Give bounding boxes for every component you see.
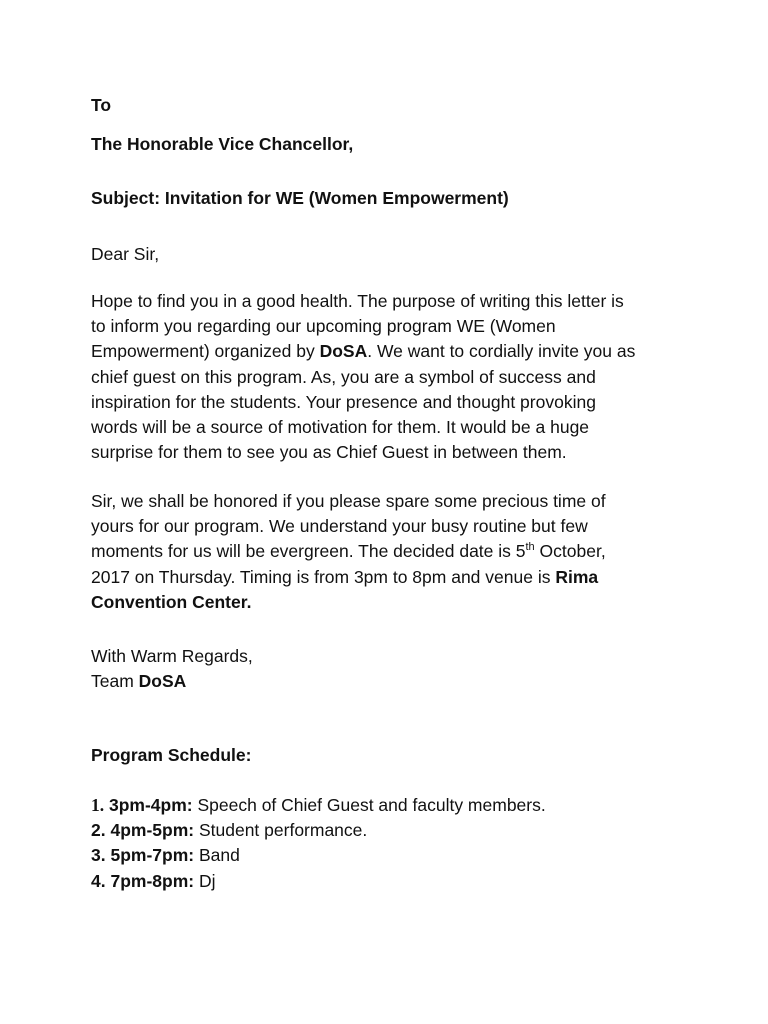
paragraph-line — [91, 539, 691, 564]
organizer-name: DoSA — [319, 341, 368, 362]
paragraph-line: Convention Center. — [91, 591, 252, 612]
paragraph-line — [91, 565, 691, 590]
letter-closing: With Warm Regards, — [91, 646, 253, 666]
paragraph-line: words will be a source of motivation for them. It would be a huge — [91, 417, 590, 438]
text-run: moments for us will be evergreen. The decided date is 5 — [91, 541, 526, 562]
text-run: Empowerment) organized by — [91, 341, 320, 362]
schedule-time: 5pm-7pm: — [110, 845, 195, 866]
schedule-description: Speech of Chief Guest and faculty members. — [192, 795, 546, 815]
letter-paragraph-1 — [91, 289, 691, 465]
schedule-description: Band — [194, 845, 240, 866]
paragraph-line — [91, 339, 691, 364]
ordinal-suffix: th — [525, 540, 535, 553]
schedule-heading: Program Schedule: — [91, 745, 252, 765]
paragraph-line: surprise for them to see you as Chief Guest in between them. — [91, 442, 567, 463]
schedule-item — [91, 843, 691, 868]
signature-prefix: Team — [91, 671, 139, 691]
schedule-item — [91, 818, 691, 843]
text-run: 2017 on Thursday. Timing is from 3pm to 8pm and venue is — [91, 566, 556, 587]
schedule-time: 7pm-8pm: — [110, 870, 195, 891]
letter-to: To — [91, 95, 112, 115]
signature-name: DoSA — [138, 671, 187, 691]
schedule-time: 4pm-5pm: — [110, 820, 195, 841]
text-run: . We want to cordially invite you as — [367, 341, 636, 362]
schedule-item — [91, 793, 691, 818]
text-run: October, — [534, 541, 606, 562]
schedule-list — [91, 793, 691, 894]
schedule-number: 3. — [91, 845, 106, 866]
venue-name: Rima — [555, 566, 599, 587]
letter-paragraph-2 — [91, 489, 691, 615]
schedule-number: 1. — [91, 795, 105, 815]
letter-subject: Subject: Invitation for WE (Women Empowerment) — [91, 188, 509, 208]
paragraph-line: Hope to find you in a good health. The purpose of writing this letter is — [91, 291, 624, 311]
schedule-time: 3pm-4pm: — [109, 795, 193, 815]
schedule-description: Student performance. — [194, 820, 368, 841]
schedule-number: 4. — [91, 870, 106, 891]
paragraph-line: chief guest on this program. As, you are a symbol of success and — [91, 366, 596, 387]
paragraph-line: Sir, we shall be honored if you please spare some precious time of — [91, 491, 606, 511]
schedule-description: Dj — [194, 870, 216, 891]
paragraph-line: to inform you regarding our upcoming program WE (Women — [91, 316, 556, 337]
letter-recipient: The Honorable Vice Chancellor, — [91, 134, 354, 154]
schedule-number: 2. — [91, 820, 106, 841]
schedule-item — [91, 869, 691, 894]
letter-signature — [91, 669, 186, 693]
letter-salutation: Dear Sir, — [91, 244, 160, 264]
paragraph-line: yours for our program. We understand your busy routine but few — [91, 516, 588, 537]
paragraph-line: inspiration for the students. Your presence and thought provoking — [91, 391, 596, 412]
